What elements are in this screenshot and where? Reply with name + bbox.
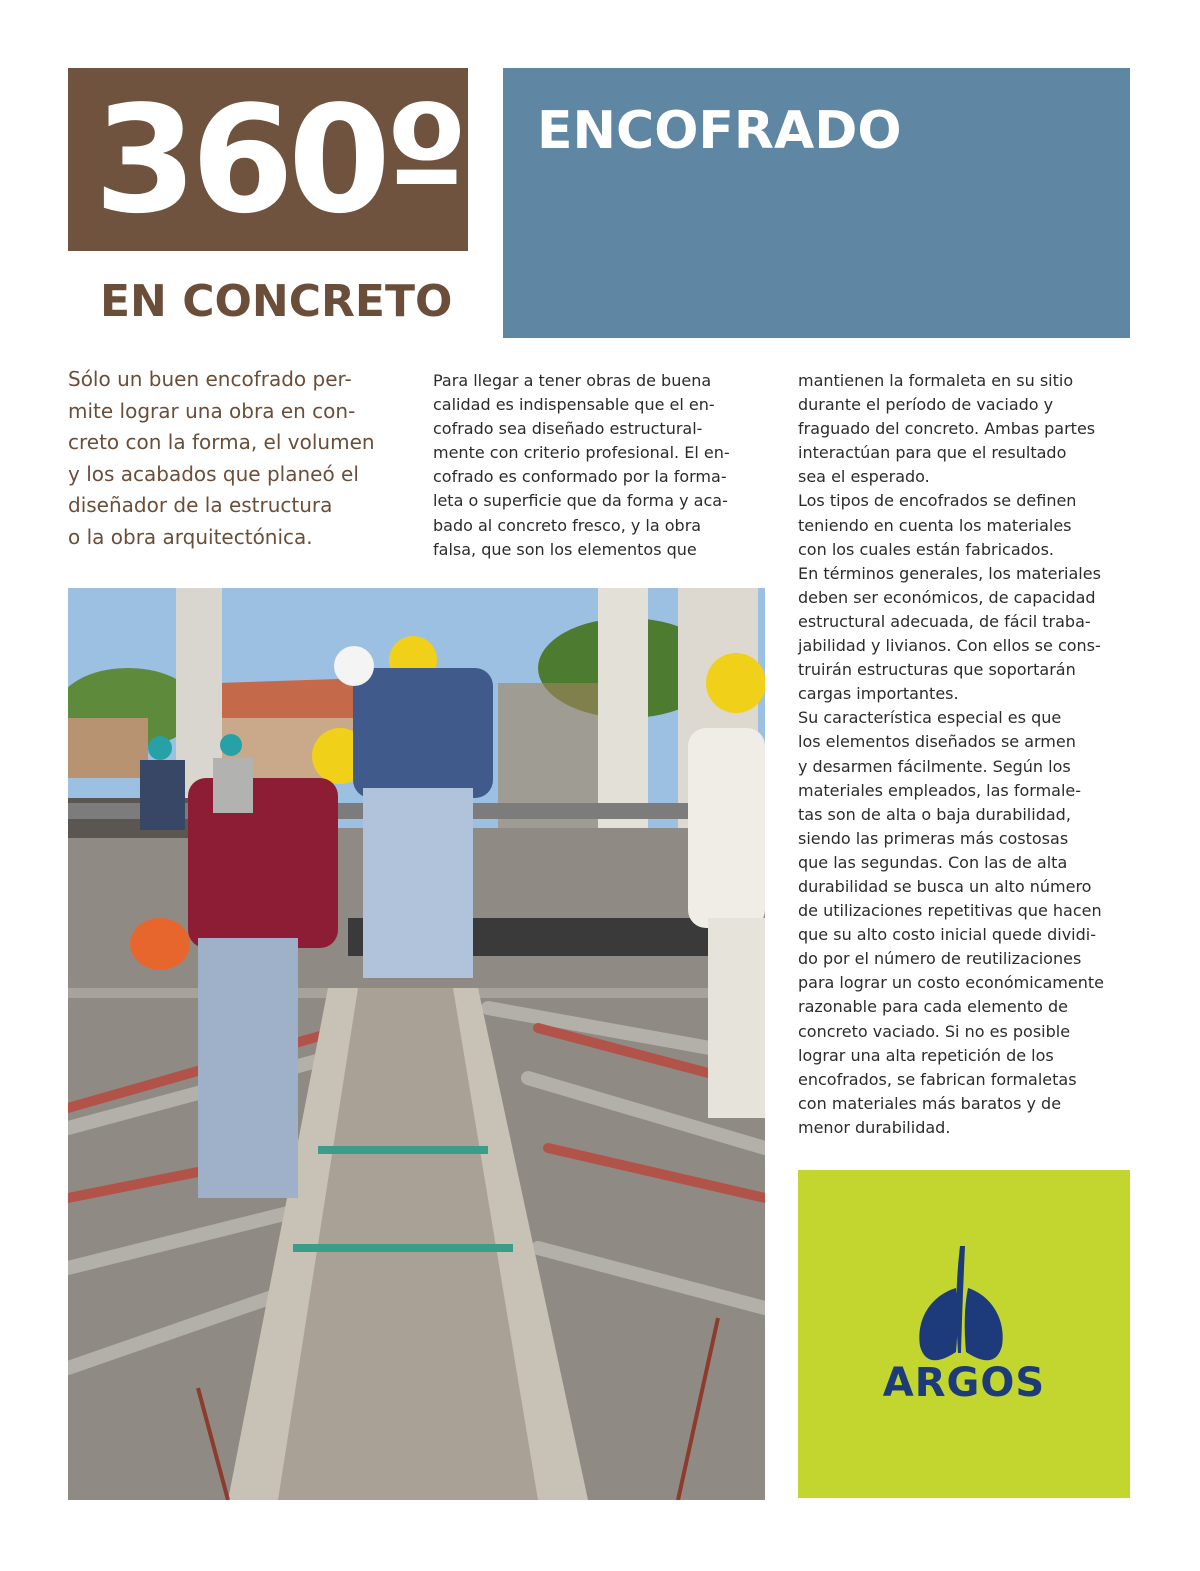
lead-line: o la obra arquitectónica. <box>68 524 313 549</box>
body-line: leta o superficie que da forma y aca- <box>433 491 728 511</box>
body-column-2 <box>433 369 773 562</box>
title-box <box>503 68 1130 338</box>
body-line: interactúan para que el resultado <box>798 443 1067 463</box>
body-line: mente con criterio profesional. El en- <box>433 443 730 463</box>
lead-line: diseñador de la estructura <box>68 493 333 518</box>
argos-logo-box <box>798 1170 1130 1498</box>
body-line: fraguado del concreto. Ambas partes <box>798 419 1096 439</box>
brand-subtitle: EN CONCRETO <box>100 276 453 327</box>
body-line: con los cuales están fabricados. <box>798 539 1054 559</box>
body-line: cofrado es conformado por la forma- <box>433 467 727 487</box>
body-line: En términos generales, los materiales <box>798 563 1101 583</box>
argos-seed-icon <box>798 1170 1130 1498</box>
brand-box <box>68 68 468 251</box>
body-line: cofrado sea diseñado estructural- <box>433 419 703 439</box>
lead-line: mite lograr una obra en con- <box>68 398 356 423</box>
page-title: ENCOFRADO <box>537 101 902 161</box>
body-line: Los tipos de encofrados se definen <box>798 491 1077 511</box>
lead-line: Sólo un buen encofrado per- <box>68 367 352 391</box>
body-line: teniendo en cuenta los materiales <box>798 515 1072 535</box>
body-line: con materiales más baratos y de <box>798 1093 1062 1113</box>
body-line: razonable para cada elemento de <box>798 997 1068 1017</box>
lead-line: y los acabados que planeó el <box>68 461 359 486</box>
body-line: do por el número de reutilizaciones <box>798 949 1082 969</box>
body-line: menor durabilidad. <box>798 1117 951 1137</box>
lead-line: creto con la forma, el volumen <box>68 430 375 455</box>
body-column-3 <box>798 369 1138 1140</box>
body-line: siendo las primeras más costosas <box>798 828 1069 848</box>
body-line: bado al concreto fresco, y la obra <box>433 515 702 535</box>
body-line: durabilidad se busca un alto número <box>798 876 1092 896</box>
body-line: los elementos diseñados se armen <box>798 732 1076 752</box>
body-line: cargas importantes. <box>798 684 959 704</box>
body-line: y desarmen fácilmente. Según los <box>798 756 1071 776</box>
body-line: Su característica especial es que <box>798 708 1062 728</box>
body-line: estructural adecuada, de fácil traba- <box>798 611 1091 631</box>
body-line: durante el período de vaciado y <box>798 395 1054 415</box>
body-line: truirán estructuras que soportarán <box>798 660 1076 680</box>
body-line: calidad es indispensable que el en- <box>433 395 715 415</box>
body-line: materiales empleados, las formale- <box>798 780 1082 800</box>
body-line: encofrados, se fabrican formaletas <box>798 1069 1077 1089</box>
body-line: falsa, que son los elementos que <box>433 539 697 559</box>
construction-photo <box>68 588 765 1500</box>
body-line: concreto vaciado. Si no es posible <box>798 1021 1071 1041</box>
body-line: sea el esperado. <box>798 467 930 487</box>
body-line: de utilizaciones repetitivas que hacen <box>798 901 1102 921</box>
body-line: jabilidad y livianos. Con ellos se cons- <box>798 636 1101 656</box>
body-line: que las segundas. Con las de alta <box>798 852 1068 872</box>
argos-logo-text: ARGOS <box>882 1360 1046 1406</box>
body-line: tas son de alta o baja durabilidad, <box>798 804 1071 824</box>
body-line: deben ser económicos, de capacidad <box>798 587 1096 607</box>
lead-paragraph <box>68 364 408 554</box>
brand-number: 360º <box>94 74 463 246</box>
body-line: Para llegar a tener obras de buena <box>433 371 712 390</box>
body-line: lograr una alta repetición de los <box>798 1045 1054 1065</box>
body-line: para lograr un costo económicamente <box>798 973 1104 993</box>
body-line: mantienen la formaleta en su sitio <box>798 371 1074 390</box>
body-line: que su alto costo inicial quede dividi- <box>798 925 1096 945</box>
